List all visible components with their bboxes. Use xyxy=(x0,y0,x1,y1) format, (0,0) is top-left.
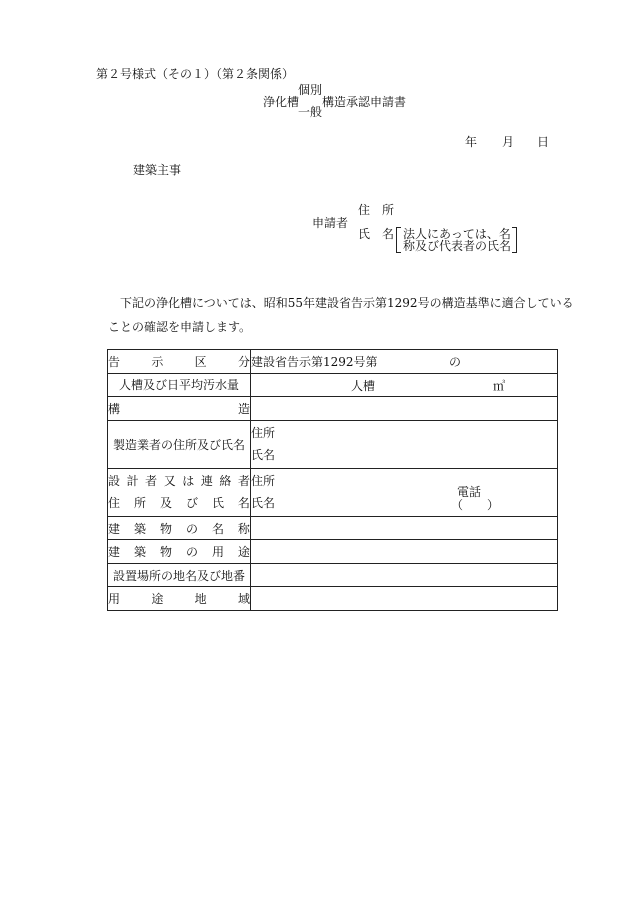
table-row xyxy=(108,563,558,587)
label-site-location: 設置場所の地名及び地番 xyxy=(108,563,251,587)
manufacturer-name-label: 氏名 xyxy=(251,448,276,463)
designer-address-label: 住所 xyxy=(251,474,276,489)
corp-note-open-bracket xyxy=(396,227,401,253)
title-option-individual: 個別 xyxy=(298,83,323,97)
date-day: 日 xyxy=(537,135,550,149)
label-use-zone: 用 途 地 域 xyxy=(108,587,251,611)
label-notice-category: 告 示 区 分 xyxy=(108,350,251,374)
label-manufacturer: 製造業者の住所及び氏名 xyxy=(108,420,251,468)
field-structure[interactable] xyxy=(251,397,558,421)
field-manufacturer[interactable] xyxy=(251,420,558,468)
title-option-general: 一般 xyxy=(298,105,323,119)
body-text-line2: ことの確認を申請します。 xyxy=(108,320,252,334)
table-row xyxy=(108,397,558,421)
table-row xyxy=(108,373,558,397)
corp-note-line2: 称及び代表者の氏名 xyxy=(403,239,512,253)
applicant-address-label: 住 所 xyxy=(358,203,395,217)
designer-phone-parens: （ ） xyxy=(451,497,500,512)
field-building-name[interactable] xyxy=(251,516,558,540)
field-use-zone[interactable] xyxy=(251,587,558,611)
field-capacity[interactable] xyxy=(251,373,558,397)
designer-name-label: 氏名 xyxy=(251,496,276,511)
date-month: 月 xyxy=(502,135,515,149)
notice-no-suffix: の xyxy=(449,355,462,369)
corp-note-line1: 法人にあっては、名 xyxy=(403,227,511,241)
corp-note-close-bracket xyxy=(512,227,517,253)
body-text-line1: 下記の浄化槽については、昭和55年建設省告示第1292号の構造基準に適合している xyxy=(120,296,574,310)
title-suffix: 構造承認申請書 xyxy=(322,95,407,109)
date-year: 年 xyxy=(465,135,478,149)
designer-phone-label: 電話 xyxy=(457,484,482,499)
applicant-name-label: 氏 名 xyxy=(358,227,395,241)
table-row xyxy=(108,420,558,468)
field-designer[interactable] xyxy=(251,468,558,516)
label-building-name: 建 築 物 の 名 称 xyxy=(108,516,251,540)
application-table xyxy=(107,349,558,611)
label-building-use: 建 築 物 の 用 途 xyxy=(108,540,251,564)
field-site-location[interactable] xyxy=(251,563,558,587)
table-row xyxy=(108,516,558,540)
label-structure: 構 造 xyxy=(108,397,251,421)
table-row xyxy=(108,540,558,564)
form-number: 第２号様式（その１）（第２条関係） xyxy=(96,67,295,81)
table-row xyxy=(108,468,558,516)
manufacturer-address-label: 住所 xyxy=(251,426,276,441)
label-designer: 設 計 者 又 は 連 絡 者 住 所 及 び 氏 名 xyxy=(108,468,251,516)
addressee: 建築主事 xyxy=(133,163,182,177)
field-building-use[interactable] xyxy=(251,540,558,564)
field-notice-category[interactable] xyxy=(251,350,558,374)
capacity-persons-unit: 人槽 xyxy=(351,378,376,393)
capacity-volume-unit: ㎥ xyxy=(493,378,506,393)
table-row xyxy=(108,350,558,374)
table-row xyxy=(108,587,558,611)
title-prefix: 浄化槽 xyxy=(263,95,300,109)
applicant-label: 申請者 xyxy=(312,216,349,230)
notice-prefix: 建設省告示第1292号第 xyxy=(251,354,378,369)
label-capacity: 人槽及び日平均汚水量 xyxy=(108,373,251,397)
